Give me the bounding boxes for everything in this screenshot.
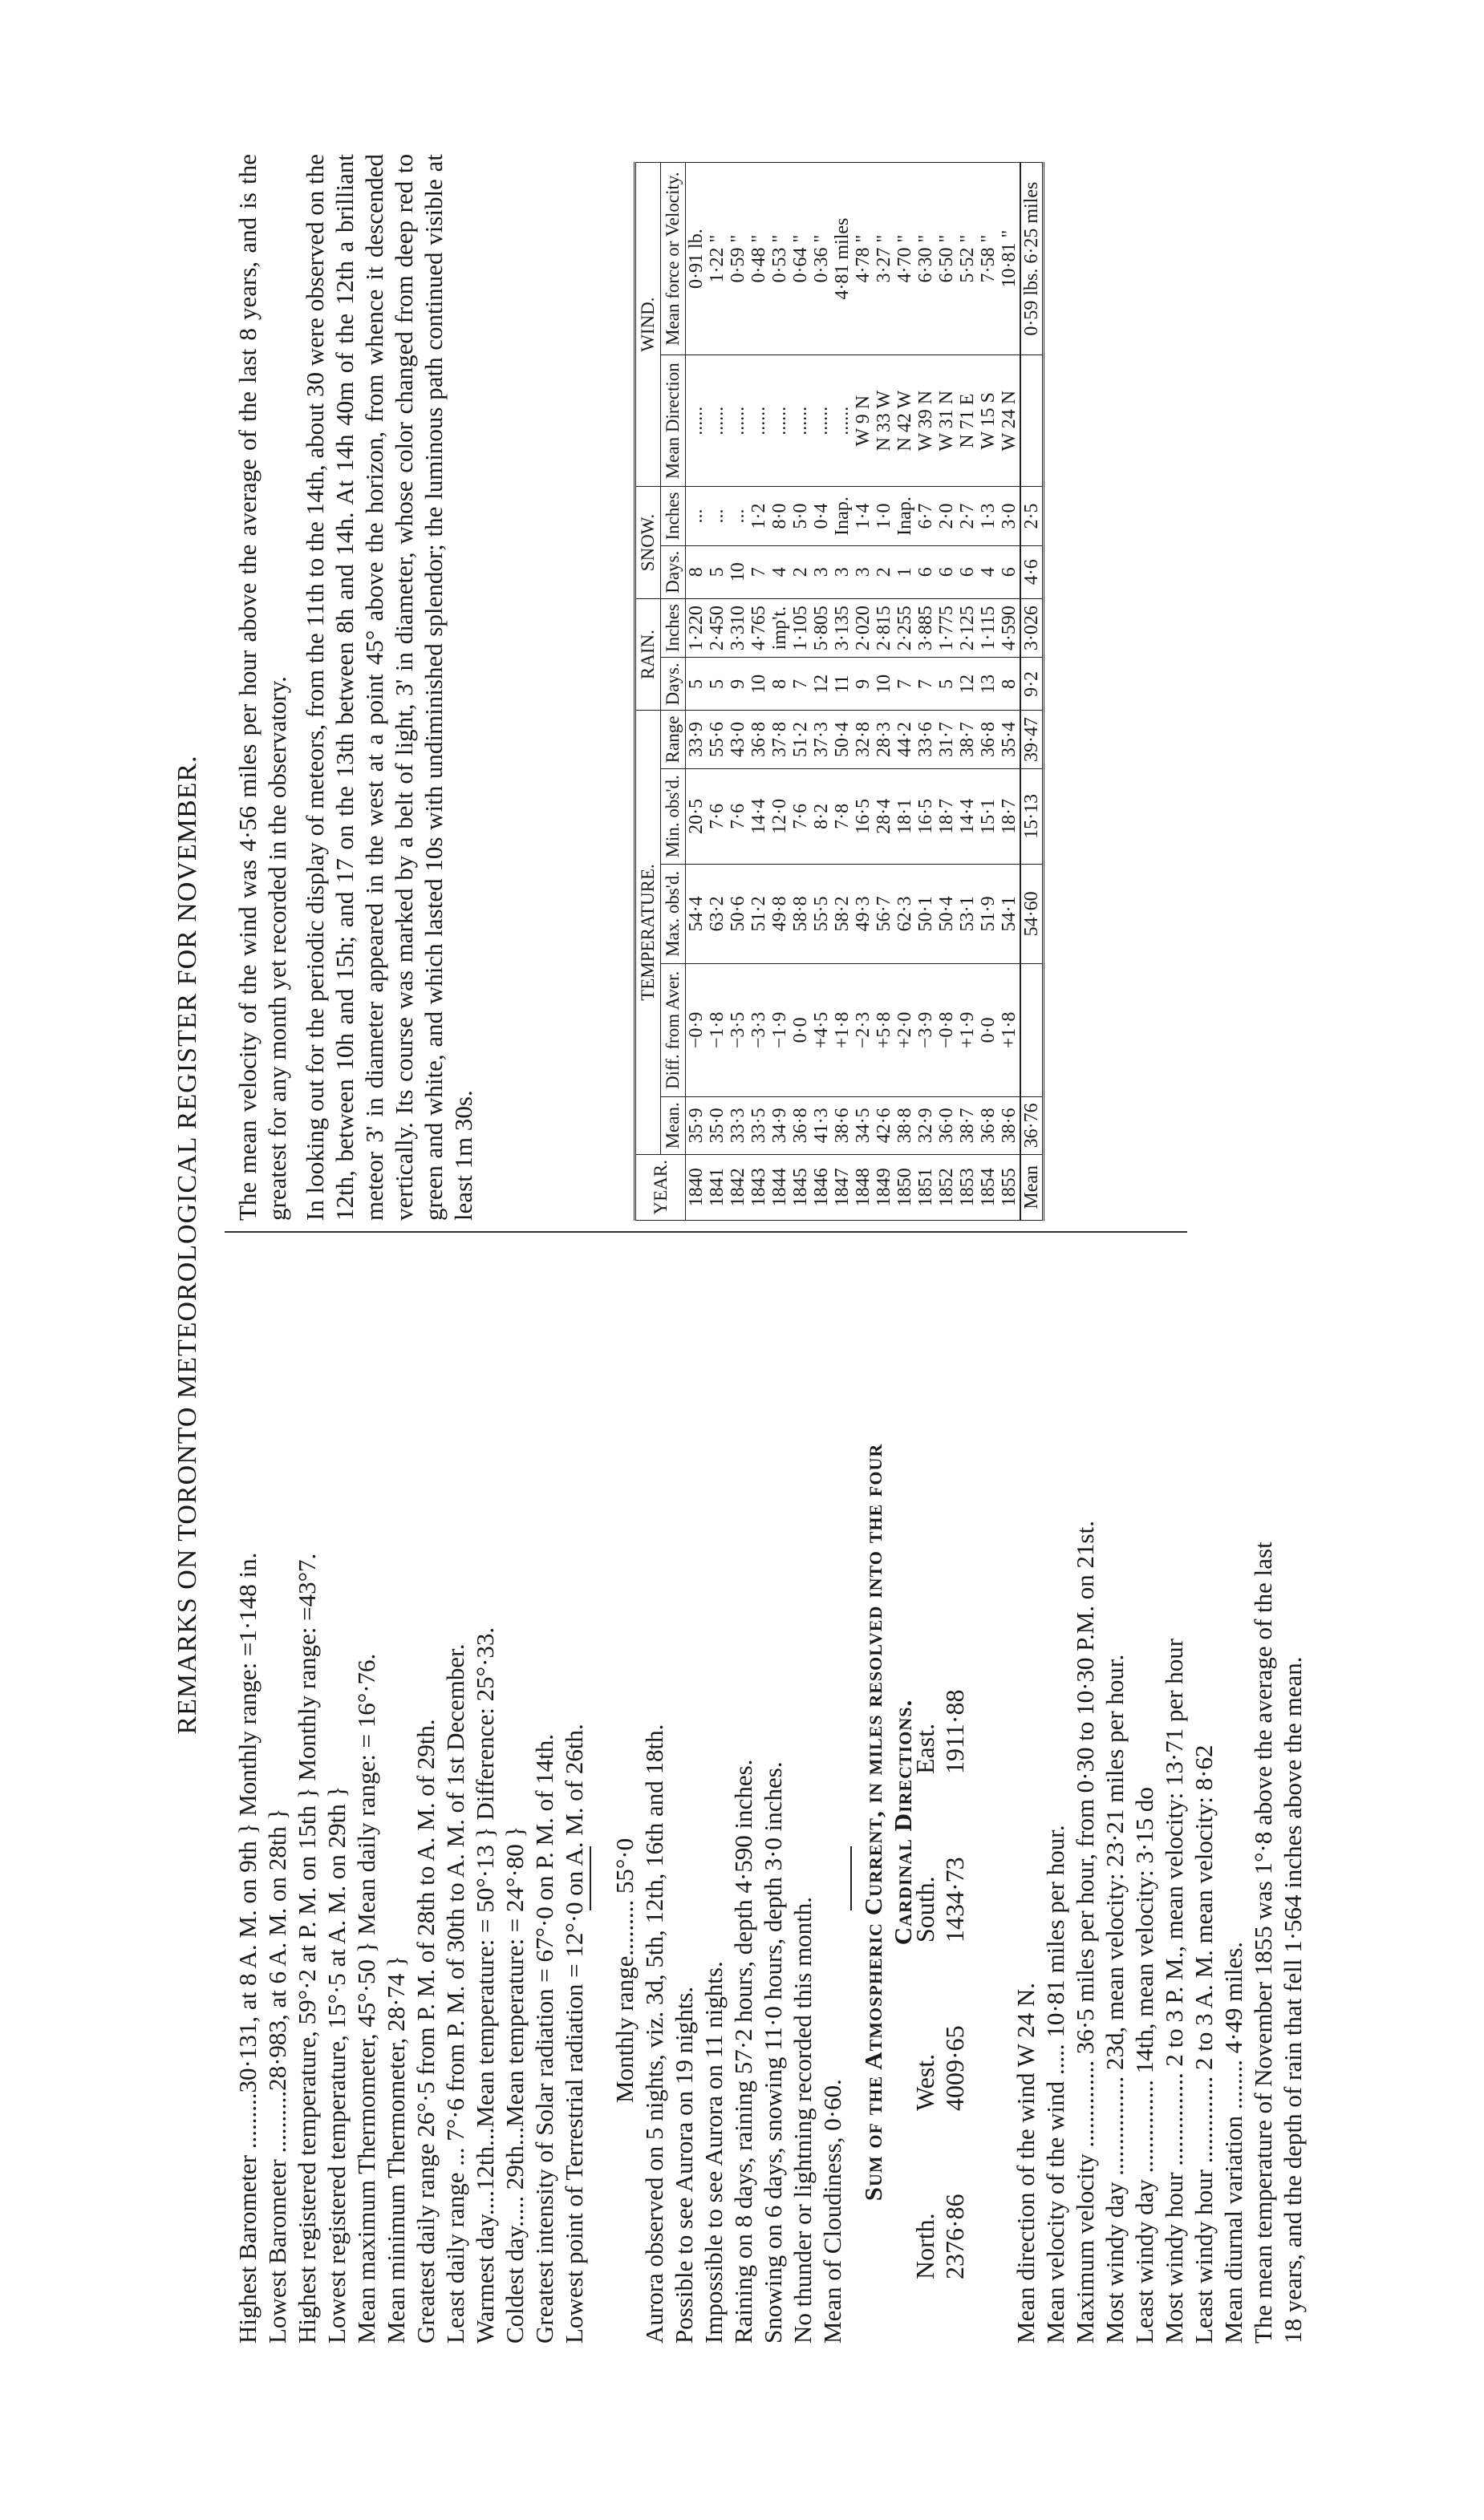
table-cell: 49·8 <box>769 865 790 964</box>
table-cell: 7·6 <box>707 768 728 864</box>
table-cell: 6 <box>999 545 1020 598</box>
table-cell: ...... <box>728 355 748 487</box>
table-cell: 51·2 <box>790 711 811 768</box>
direction-value: 1911·88 <box>940 1689 969 1774</box>
table-cell: 54·60 <box>1020 865 1044 964</box>
table-cell: 13 <box>978 658 999 711</box>
summary-line: Mean minimum Thermometer, 28·74 } <box>382 1955 410 2344</box>
summary-line: Mean maximum Thermometer, 45°·50 } Mean daily range: = 16°·76. <box>352 1653 380 2344</box>
table-cell: 36·8 <box>978 711 999 768</box>
summary-line: Highest Barometer .........30·131, at 8 A. M. on 9th } Monthly range: =1·148 in. <box>233 1552 262 2344</box>
table-cell: 1 <box>894 545 915 598</box>
table-cell: 1852 <box>936 1154 957 1220</box>
direction-value: 2376·86 <box>940 2194 969 2279</box>
table-cell: W 24 N <box>999 355 1020 487</box>
table-cell: ... <box>728 487 748 546</box>
table-cell: 34·5 <box>853 1097 874 1154</box>
table-cell: −0·8 <box>936 963 957 1097</box>
table-cell: 7 <box>915 658 936 711</box>
table-cell: 33·3 <box>728 1097 748 1154</box>
november-register-table <box>634 162 1044 1221</box>
table-row <box>707 163 728 1221</box>
table-cell: 5·0 <box>790 487 811 546</box>
table-cell: 6 <box>915 545 936 598</box>
header-wind-direction: Mean Direction <box>661 355 686 487</box>
table-cell: 5·805 <box>811 598 832 658</box>
table-cell: 0·36 " <box>811 163 832 355</box>
table-cell: 9 <box>728 658 748 711</box>
header-year: YEAR. <box>635 1154 686 1220</box>
table-cell: 18·7 <box>936 768 957 864</box>
table-row <box>832 163 853 1221</box>
table-cell: 1·775 <box>936 598 957 658</box>
table-cell: 0·0 <box>790 963 811 1097</box>
table-cell: 6·7 <box>915 487 936 546</box>
header-mean: Mean. <box>661 1097 686 1154</box>
table-cell: 1·2 <box>748 487 769 546</box>
direction-label: East. <box>910 1723 939 1774</box>
table-cell: ...... <box>748 355 769 487</box>
summary-line: Possible to see Aurora on 19 nights. <box>670 1986 698 2344</box>
summary-line: No thunder or lightning recorded this month. <box>789 1896 817 2344</box>
table-cell: 10 <box>728 545 748 598</box>
meteor-remark: In looking out for the periodic display of meteors, from the 11th to the 14th, about 30 were observed on the 12th, between 10h and 15h; and 17 on the 13th between 8h and 14h. At 14h 40m of the 12th a brilliant meteor 3' in diameter appeared in the west at a point 45° above the horizon, from whence it descended vertically. Its course was marked by a belt of light, 3' in diameter, whose color changed from deep red to green and white, and which lasted 10s with undiminished splendor; the luminous path continued visible at least 1m 30s. <box>301 154 477 1221</box>
table-cell: 1853 <box>957 1154 978 1220</box>
table-cell: 12 <box>957 658 978 711</box>
table-cell: 2·7 <box>957 487 978 546</box>
summary-line: Mean of Cloudiness, 0·60. <box>818 2079 846 2344</box>
table-cell: 31·7 <box>936 711 957 768</box>
header-wind-force: Mean force or Velocity. <box>661 163 686 355</box>
table-cell: 2·815 <box>874 598 894 658</box>
summary-line: Aurora observed on 5 nights, viz. 3d, 5th, 12th, 16th and 18th. <box>640 1724 668 2344</box>
table-cell: 1846 <box>811 1154 832 1220</box>
table-cell: 32·8 <box>853 711 874 768</box>
table-row <box>811 163 832 1221</box>
table-row <box>853 163 874 1221</box>
remarks-text <box>233 154 486 1221</box>
table-cell <box>1020 963 1044 1097</box>
table-cell: −0·9 <box>686 963 708 1097</box>
table-cell: 8 <box>686 545 708 598</box>
table-cell: Inap. <box>894 487 915 546</box>
table-cell: N 33 W <box>874 355 894 487</box>
summary-line: Coldest day..... 29th...Mean temperature: = 24°·80 } <box>501 1825 529 2344</box>
table-cell: 1·0 <box>874 487 894 546</box>
summary-line: Maximum velocity .............. 36·5 miles per hour, from 0·30 to 10·30 P.M. on 21st. <box>1071 1521 1099 2344</box>
table-cell: 1844 <box>769 1154 790 1220</box>
table-cell: 36·8 <box>748 711 769 768</box>
table-cell: 36·76 <box>1020 1097 1044 1154</box>
table-cell: 1842 <box>728 1154 748 1220</box>
summary-line: The mean temperature of November 1855 was 1°·8 above the average of the last <box>1249 1542 1277 2344</box>
table-cell: 35·4 <box>999 711 1020 768</box>
table-cell: 6 <box>936 545 957 598</box>
table-cell: 3·885 <box>915 598 936 658</box>
summary-line: Greatest daily range 26°·5 from P. M. of 28th to A. M. of 29th. <box>412 1719 440 2344</box>
table-row <box>686 163 708 1221</box>
summary-line: Mean velocity of the wind ..... 10·81 miles per hour. <box>1041 1825 1069 2344</box>
summary-line: Mean direction of the wind W 24 N. <box>1012 1983 1040 2344</box>
table-row <box>957 163 978 1221</box>
column-divider <box>225 1231 1187 1233</box>
summary-line: Least windy hour .............. 2 to 3 A. M. mean velocity: 8·62 <box>1190 1744 1218 2344</box>
table-cell: 1·22 " <box>707 163 728 355</box>
table-cell: 42·6 <box>874 1097 894 1154</box>
table-row <box>748 163 769 1221</box>
table-cell: 10·81 " <box>999 163 1020 355</box>
table-cell: ... <box>686 487 708 546</box>
cardinal-directions <box>910 1397 970 2279</box>
table-cell: 38·7 <box>957 1097 978 1154</box>
table-cell: 3 <box>832 545 853 598</box>
table-row <box>894 163 915 1221</box>
table-cell: ...... <box>811 355 832 487</box>
table-cell: 50·4 <box>832 711 853 768</box>
direction-label: North. <box>910 2213 939 2279</box>
table-cell: +5·8 <box>874 963 894 1097</box>
table-cell: 54·4 <box>686 865 708 964</box>
table-cell: 5 <box>707 545 728 598</box>
table-cell: 50·6 <box>728 865 748 964</box>
table-cell: +1·8 <box>999 963 1020 1097</box>
table-cell: +1·8 <box>832 963 853 1097</box>
table-cell: +1·9 <box>957 963 978 1097</box>
table-cell: 4·765 <box>748 598 769 658</box>
summary-line: Least daily range ... 7°·6 from P. M. of 30th to A. M. of 1st December. <box>441 1643 469 2344</box>
table-cell: 3·135 <box>832 598 853 658</box>
table-cell: 14·4 <box>748 768 769 864</box>
table-cell: N 42 W <box>894 355 915 487</box>
table-cell: 1·3 <box>978 487 999 546</box>
summary-line: Lowest Barometer ..........28·983, at 6 A. M. on 28th } <box>263 1808 291 2344</box>
column-header-row <box>661 163 686 1221</box>
table-cell: 0·48 " <box>748 163 769 355</box>
table-cell: 1845 <box>790 1154 811 1220</box>
table-cell: W 9 N <box>853 355 874 487</box>
table-cell: 3·0 <box>999 487 1020 546</box>
table-cell: 35·9 <box>686 1097 708 1154</box>
table-row <box>978 163 999 1221</box>
table-cell: 2·255 <box>894 598 915 658</box>
header-max: Max. obs'd. <box>661 865 686 964</box>
table-cell: 58·2 <box>832 865 853 964</box>
divider <box>590 1846 591 1910</box>
sum-heading: Sum of the Atmospheric Current, in miles resolved into the four Cardinal Directions. <box>859 1443 917 2202</box>
table-cell: 43·0 <box>728 711 748 768</box>
table-cell: 49·3 <box>853 865 874 964</box>
table-cell: 4·70 " <box>894 163 915 355</box>
table-cell: 4·6 <box>1020 545 1044 598</box>
barometer-temperature-summary <box>233 1317 589 2344</box>
table-row <box>999 163 1020 1221</box>
header-range: Range <box>661 711 686 768</box>
group-wind: WIND. <box>635 163 661 487</box>
table-cell: 2·0 <box>936 487 957 546</box>
table-cell: 1840 <box>686 1154 708 1220</box>
table-cell: W 31 N <box>936 355 957 487</box>
table-row <box>874 163 894 1221</box>
table-cell: 12 <box>811 658 832 711</box>
direction-value: 1434·73 <box>940 1857 969 1943</box>
table-row <box>915 163 936 1221</box>
table-cell: 0·64 " <box>790 163 811 355</box>
table-cell: W 15 S <box>978 355 999 487</box>
table-cell: 18·1 <box>894 768 915 864</box>
table-cell: 4·590 <box>999 598 1020 658</box>
table-cell: 0·91 lb. <box>686 163 708 355</box>
table-cell: 1848 <box>853 1154 874 1220</box>
table-cell: 1851 <box>915 1154 936 1220</box>
header-min: Min. obs'd. <box>661 768 686 864</box>
table-cell: −3·9 <box>915 963 936 1097</box>
direction-label: West. <box>910 2053 939 2111</box>
table-cell: −3·5 <box>728 963 748 1097</box>
table-cell: 8 <box>999 658 1020 711</box>
table-cell: ...... <box>707 355 728 487</box>
table-cell: 51·9 <box>978 865 999 964</box>
header-rain-inches: Inches <box>661 598 686 658</box>
table-cell: 7·6 <box>728 768 748 864</box>
table-cell: 58·8 <box>790 865 811 964</box>
table-cell: 4 <box>978 545 999 598</box>
table-cell: 62·3 <box>894 865 915 964</box>
table-cell: 4·78 " <box>853 163 874 355</box>
table-cell: 12·0 <box>769 768 790 864</box>
table-cell: 5 <box>686 658 708 711</box>
table-cell: 1849 <box>874 1154 894 1220</box>
table-cell: 0·59 " <box>728 163 748 355</box>
table-cell: −2·3 <box>853 963 874 1097</box>
table-cell: 2·450 <box>707 598 728 658</box>
summary-line: Mean diurnal variation ........ 4·49 miles. <box>1219 1941 1247 2344</box>
table-cell: 50·1 <box>915 865 936 964</box>
table-cell: 36·8 <box>978 1097 999 1154</box>
table-cell: 1855 <box>999 1154 1020 1220</box>
table-cell: 5·52 " <box>957 163 978 355</box>
table-cell: 20·5 <box>686 768 708 864</box>
table-cell: 8·0 <box>769 487 790 546</box>
table-cell: 50·4 <box>936 865 957 964</box>
aurora-precipitation-summary <box>610 1317 847 2344</box>
table-cell: 16·5 <box>853 768 874 864</box>
divider <box>850 1846 852 1910</box>
table-cell: 54·1 <box>999 865 1020 964</box>
table-cell: imp't. <box>769 598 790 658</box>
table-cell: 3·27 " <box>874 163 894 355</box>
table-cell: −1·9 <box>769 963 790 1097</box>
table-cell: 8·2 <box>811 768 832 864</box>
group-temperature: TEMPERATURE. <box>635 711 661 1154</box>
summary-line: Least windy day ............... 14th, mean velocity: 3·15 do <box>1130 1787 1158 2344</box>
table-cell: 1·115 <box>978 598 999 658</box>
table-cell: 37·3 <box>811 711 832 768</box>
table-cell: 33·6 <box>915 711 936 768</box>
direction-label: South. <box>910 1876 939 1943</box>
group-snow: SNOW. <box>635 487 661 599</box>
summary-line: Snowing on 6 days, snowing 11·0 hours, depth 3·0 inches. <box>759 1761 787 2344</box>
table-cell: 28·3 <box>874 711 894 768</box>
table-cell: 38·8 <box>894 1097 915 1154</box>
table-cell: 51·2 <box>748 865 769 964</box>
table-cell: 8 <box>769 658 790 711</box>
table-cell: 18·7 <box>999 768 1020 864</box>
table-cell: 36·8 <box>790 1097 811 1154</box>
table-cell: 33·5 <box>748 1097 769 1154</box>
wind-remark: The mean velocity of the wind was 4·56 miles per hour above the average of the last 8 years, and is the greatest for any month yet recorded in the observatory. <box>233 154 291 1221</box>
summary-line: Raining on 8 days, raining 57·2 hours, depth 4·590 inches. <box>729 1759 757 2344</box>
table-cell: 3·026 <box>1020 598 1044 658</box>
table-cell: Mean <box>1020 1154 1044 1220</box>
header-snow-days: Days. <box>661 545 686 598</box>
table-cell: 55·6 <box>707 711 728 768</box>
table-cell: 9·2 <box>1020 658 1044 711</box>
table-cell: 7·6 <box>790 768 811 864</box>
summary-line: Impossible to see Aurora on 11 nights. <box>699 1961 728 2344</box>
summary-line: Most windy day ................ 23d, mean velocity: 23·21 miles per hour. <box>1101 1654 1129 2344</box>
table-cell: 0·59 lbs. 6·25 miles <box>1020 163 1044 355</box>
table-cell: 7 <box>748 545 769 598</box>
table-cell: 0·4 <box>811 487 832 546</box>
table-cell: 6·50 " <box>936 163 957 355</box>
table-cell: 2·5 <box>1020 487 1044 546</box>
table-cell: 41·3 <box>811 1097 832 1154</box>
table-cell: 5 <box>936 658 957 711</box>
table-cell <box>1020 355 1044 487</box>
table-cell: 55·5 <box>811 865 832 964</box>
table-cell: 37·8 <box>769 711 790 768</box>
table-cell: 38·7 <box>957 711 978 768</box>
table-cell: 7·58 " <box>978 163 999 355</box>
table-cell: 0·0 <box>978 963 999 1097</box>
table-cell: 6 <box>957 545 978 598</box>
wind-summary <box>1011 1301 1308 2344</box>
table-cell: 35·0 <box>707 1097 728 1154</box>
summary-line: Highest registered temperature, 59°·2 at P. M. on 15th } Monthly range: =43°7. <box>293 1553 321 2344</box>
table-cell: 6·30 " <box>915 163 936 355</box>
table-cell: 16·5 <box>915 768 936 864</box>
table-cell: 38·6 <box>999 1097 1020 1154</box>
table-cell: 38·6 <box>832 1097 853 1154</box>
table-mean-row <box>1020 163 1044 1221</box>
table-row <box>769 163 790 1221</box>
table-cell: 1841 <box>707 1154 728 1220</box>
table-cell: 4 <box>769 545 790 598</box>
table-cell: 1·105 <box>790 598 811 658</box>
table-cell: 3·310 <box>728 598 748 658</box>
summary-line: Lowest registered temperature, 15°·5 at A. M. on 29th } <box>322 1785 351 2344</box>
table-cell: 2 <box>874 545 894 598</box>
table-cell: 15·1 <box>978 768 999 864</box>
table-cell: 7 <box>790 658 811 711</box>
table-cell: 2·020 <box>853 598 874 658</box>
table-cell: 14·4 <box>957 768 978 864</box>
table-cell: 33·9 <box>686 711 708 768</box>
table-cell: 2 <box>790 545 811 598</box>
table-row <box>790 163 811 1221</box>
table-row <box>728 163 748 1221</box>
table-cell: W 39 N <box>915 355 936 487</box>
table-cell: 44·2 <box>894 711 915 768</box>
table-cell: 36·0 <box>936 1097 957 1154</box>
header-diff: Diff. from Aver. <box>661 963 686 1097</box>
header-snow-inches: Inches <box>661 487 686 546</box>
table-cell: 10 <box>748 658 769 711</box>
table-cell: +2·0 <box>894 963 915 1097</box>
table-cell: 1847 <box>832 1154 853 1220</box>
table-cell: 1854 <box>978 1154 999 1220</box>
table-cell: 56·7 <box>874 865 894 964</box>
table-cell: ...... <box>832 355 853 487</box>
table-row <box>936 163 957 1221</box>
direction-value: 4009·65 <box>940 2025 969 2111</box>
page-title: REMARKS ON TORONTO METEOROLOGICAL REGISTER FOR NOVEMBER. <box>172 755 202 1735</box>
summary-line: 18 years, and the depth of rain that fell 1·564 inches above the mean. <box>1279 1656 1307 2344</box>
table-cell: 39·47 <box>1020 711 1044 768</box>
table-cell: 2·125 <box>957 598 978 658</box>
table-cell: 1·4 <box>853 487 874 546</box>
table-cell: 53·1 <box>957 865 978 964</box>
table-cell: 1850 <box>894 1154 915 1220</box>
table-cell: 63·2 <box>707 865 728 964</box>
summary-line: Lowest point of Terrestrial radiation = 12°·0 on A. M. of 26th. <box>560 1724 588 2344</box>
table-cell: ... <box>707 487 728 546</box>
table-cell: ...... <box>769 355 790 487</box>
table-cell: 11 <box>832 658 853 711</box>
table-cell: N 71 E <box>957 355 978 487</box>
table-cell: −3·3 <box>748 963 769 1097</box>
header-rain-days: Days. <box>661 658 686 711</box>
table-cell: +4·5 <box>811 963 832 1097</box>
summary-line: Greatest intensity of Solar radiation = 67°·0 on P. M. of 14th. <box>530 1734 558 2344</box>
table-cell: ...... <box>686 355 708 487</box>
table-cell: 1·220 <box>686 598 708 658</box>
table-cell: ...... <box>790 355 811 487</box>
table-cell: 32·9 <box>915 1097 936 1154</box>
table-cell: 7 <box>894 658 915 711</box>
table-cell: 34·9 <box>769 1097 790 1154</box>
table-cell: 4·81 miles <box>832 163 853 355</box>
summary-line: Most windy hour ............... 2 to 3 P. M., mean velocity: 13·71 per hour <box>1160 1638 1188 2344</box>
table-cell: Inap. <box>832 487 853 546</box>
table-cell: 5 <box>707 658 728 711</box>
table-cell: 10 <box>874 658 894 711</box>
table-cell: 15·13 <box>1020 768 1044 864</box>
group-header-row <box>635 163 661 1221</box>
summary-line: Warmest day....12th...Mean temperature: = 50°·13 } Difference: 25°·33. <box>471 1627 499 2344</box>
table-cell: −1·8 <box>707 963 728 1097</box>
monthly-range-heading: Monthly range......... 55°·0 <box>610 1837 639 2103</box>
table-cell: 28·4 <box>874 768 894 864</box>
table-cell: 9 <box>853 658 874 711</box>
table-cell: 0·53 " <box>769 163 790 355</box>
table-cell: 7·8 <box>832 768 853 864</box>
group-rain: RAIN. <box>635 598 661 711</box>
table-cell: 3 <box>853 545 874 598</box>
table-cell: 1843 <box>748 1154 769 1220</box>
table-cell: 3 <box>811 545 832 598</box>
